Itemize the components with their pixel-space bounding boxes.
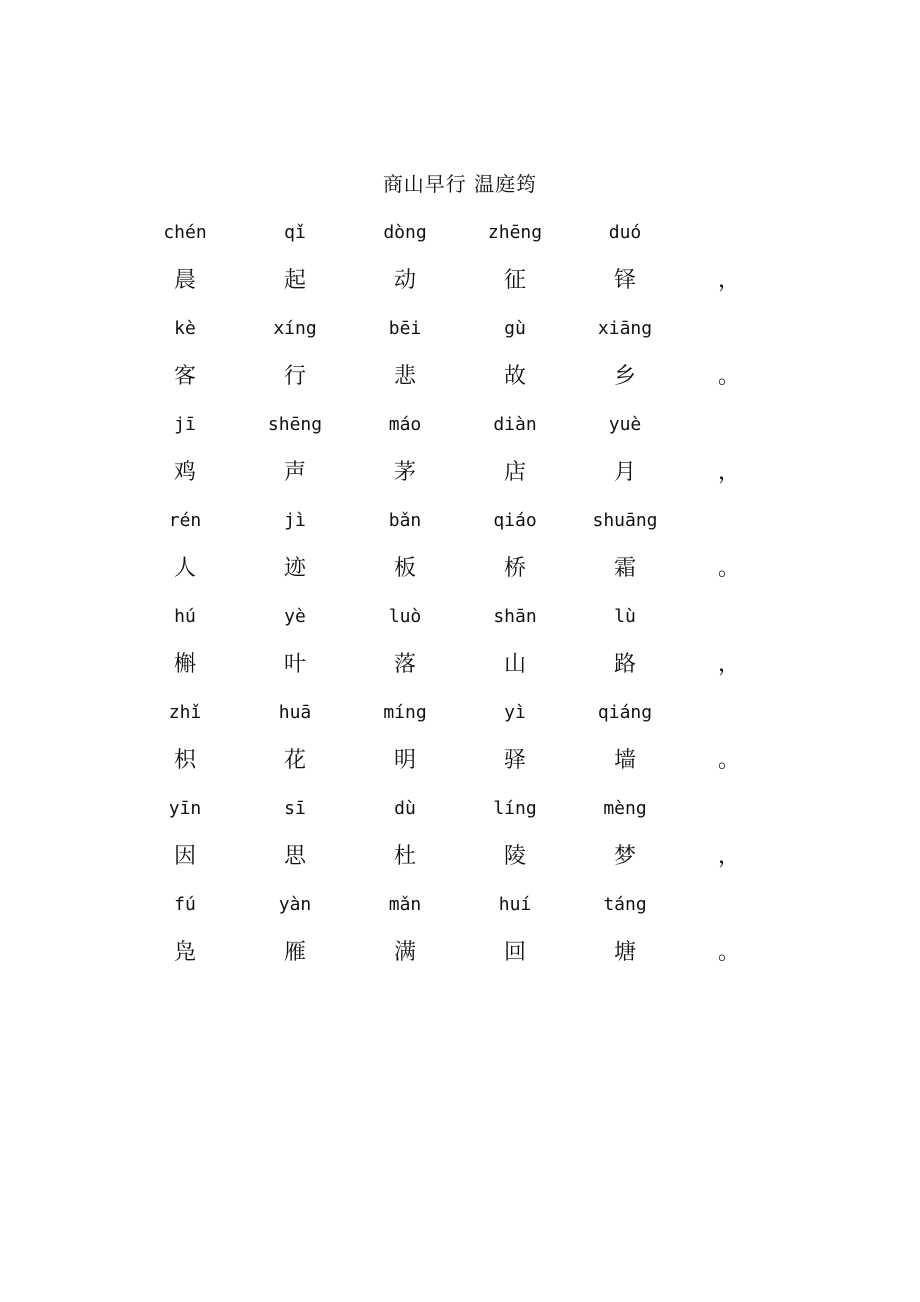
hanzi-character: 路: [613, 652, 636, 677]
hanzi-character: 动: [393, 268, 416, 293]
pinyin-syllable: chén: [163, 222, 207, 243]
hanzi-character: 茅: [393, 460, 416, 485]
line-punctuation: 。: [718, 940, 741, 965]
hanzi-character: 枳: [173, 748, 196, 773]
pinyin-syllable: míng: [383, 702, 427, 723]
hanzi-character: 陵: [503, 844, 526, 869]
hanzi-character: 雁: [283, 940, 306, 965]
pinyin-syllable: táng: [603, 894, 647, 915]
pinyin-syllable: qiáng: [597, 702, 653, 723]
hanzi-character: 起: [283, 268, 306, 293]
hanzi-character: 花: [283, 748, 306, 773]
hanzi-character: 因: [173, 844, 196, 869]
pinyin-syllable: sī: [284, 798, 306, 819]
pinyin-syllable: yīn: [168, 798, 202, 819]
pinyin-syllable: luò: [388, 606, 422, 627]
line-punctuation: 。: [718, 748, 741, 773]
pinyin-syllable: qiáo: [493, 510, 537, 531]
hanzi-line-2: [130, 360, 770, 408]
hanzi-character: 行: [283, 364, 306, 389]
pinyin-syllable: diàn: [493, 414, 537, 435]
pinyin-syllable: dòng: [383, 222, 427, 243]
hanzi-character: 梦: [613, 844, 636, 869]
hanzi-character: 桥: [503, 556, 526, 581]
poem-body: [130, 216, 770, 984]
hanzi-line-8: [130, 936, 770, 984]
hanzi-character: 槲: [173, 652, 196, 677]
pinyin-syllable: lù: [614, 606, 636, 627]
hanzi-line-1: [130, 264, 770, 312]
hanzi-character: 故: [503, 364, 526, 389]
pinyin-syllable: fú: [174, 894, 196, 915]
hanzi-character: 塘: [613, 940, 636, 965]
hanzi-character: 凫: [173, 940, 196, 965]
hanzi-character: 驿: [503, 748, 526, 773]
hanzi-character: 月: [613, 460, 636, 485]
pinyin-line-1: [130, 216, 770, 264]
pinyin-syllable: huā: [278, 702, 312, 723]
pinyin-line-2: [130, 312, 770, 360]
pinyin-syllable: yè: [284, 606, 306, 627]
hanzi-character: 迹: [283, 556, 306, 581]
hanzi-character: 明: [393, 748, 416, 773]
line-punctuation: ，: [718, 652, 741, 677]
pinyin-syllable: shān: [493, 606, 537, 627]
hanzi-character: 乡: [613, 364, 636, 389]
pinyin-line-6: [130, 696, 770, 744]
pinyin-line-8: [130, 888, 770, 936]
hanzi-character: 征: [503, 268, 526, 293]
hanzi-character: 山: [503, 652, 526, 677]
pinyin-syllable: kè: [174, 318, 196, 339]
line-punctuation: ，: [718, 460, 741, 485]
hanzi-character: 思: [283, 844, 306, 869]
pinyin-syllable: zhēng: [487, 222, 543, 243]
hanzi-character: 回: [503, 940, 526, 965]
pinyin-syllable: yuè: [608, 414, 642, 435]
pinyin-syllable: máo: [388, 414, 422, 435]
pinyin-syllable: bēi: [388, 318, 422, 339]
pinyin-syllable: dù: [394, 798, 416, 819]
hanzi-character: 声: [283, 460, 306, 485]
hanzi-character: 满: [393, 940, 416, 965]
hanzi-character: 晨: [173, 268, 196, 293]
hanzi-character: 铎: [613, 268, 636, 293]
hanzi-character: 板: [393, 556, 416, 581]
pinyin-syllable: bǎn: [388, 510, 422, 531]
pinyin-syllable: líng: [493, 798, 537, 819]
pinyin-syllable: yì: [504, 702, 526, 723]
hanzi-line-7: [130, 840, 770, 888]
pinyin-line-5: [130, 600, 770, 648]
line-punctuation: ，: [718, 844, 741, 869]
hanzi-line-4: [130, 552, 770, 600]
pinyin-line-3: [130, 408, 770, 456]
line-punctuation: 。: [718, 556, 741, 581]
pinyin-syllable: xíng: [273, 318, 317, 339]
hanzi-character: 客: [173, 364, 196, 389]
line-punctuation: ，: [718, 268, 741, 293]
hanzi-line-3: [130, 456, 770, 504]
hanzi-character: 鸡: [173, 460, 196, 485]
pinyin-syllable: zhǐ: [168, 702, 202, 723]
pinyin-syllable: shuāng: [592, 510, 658, 531]
pinyin-syllable: yàn: [278, 894, 312, 915]
hanzi-character: 墙: [613, 748, 636, 773]
pinyin-syllable: qǐ: [284, 222, 306, 243]
hanzi-line-6: [130, 744, 770, 792]
hanzi-character: 店: [503, 460, 526, 485]
pinyin-line-4: [130, 504, 770, 552]
poem-title: 商山早行 温庭筠: [382, 172, 538, 196]
pinyin-syllable: duó: [608, 222, 642, 243]
pinyin-syllable: rén: [168, 510, 202, 531]
hanzi-character: 人: [173, 556, 196, 581]
hanzi-character: 霜: [613, 556, 636, 581]
hanzi-line-5: [130, 648, 770, 696]
pinyin-syllable: mèng: [603, 798, 647, 819]
hanzi-character: 落: [393, 652, 416, 677]
pinyin-syllable: xiāng: [597, 318, 653, 339]
pinyin-syllable: hú: [174, 606, 196, 627]
pinyin-syllable: jī: [174, 414, 196, 435]
line-punctuation: 。: [718, 364, 741, 389]
pinyin-syllable: mǎn: [388, 894, 422, 915]
pinyin-syllable: gù: [504, 318, 526, 339]
pinyin-syllable: huí: [498, 894, 532, 915]
hanzi-character: 悲: [393, 364, 416, 389]
hanzi-character: 叶: [283, 652, 306, 677]
pinyin-syllable: shēng: [267, 414, 323, 435]
pinyin-syllable: jì: [284, 510, 306, 531]
hanzi-character: 杜: [393, 844, 416, 869]
pinyin-line-7: [130, 792, 770, 840]
